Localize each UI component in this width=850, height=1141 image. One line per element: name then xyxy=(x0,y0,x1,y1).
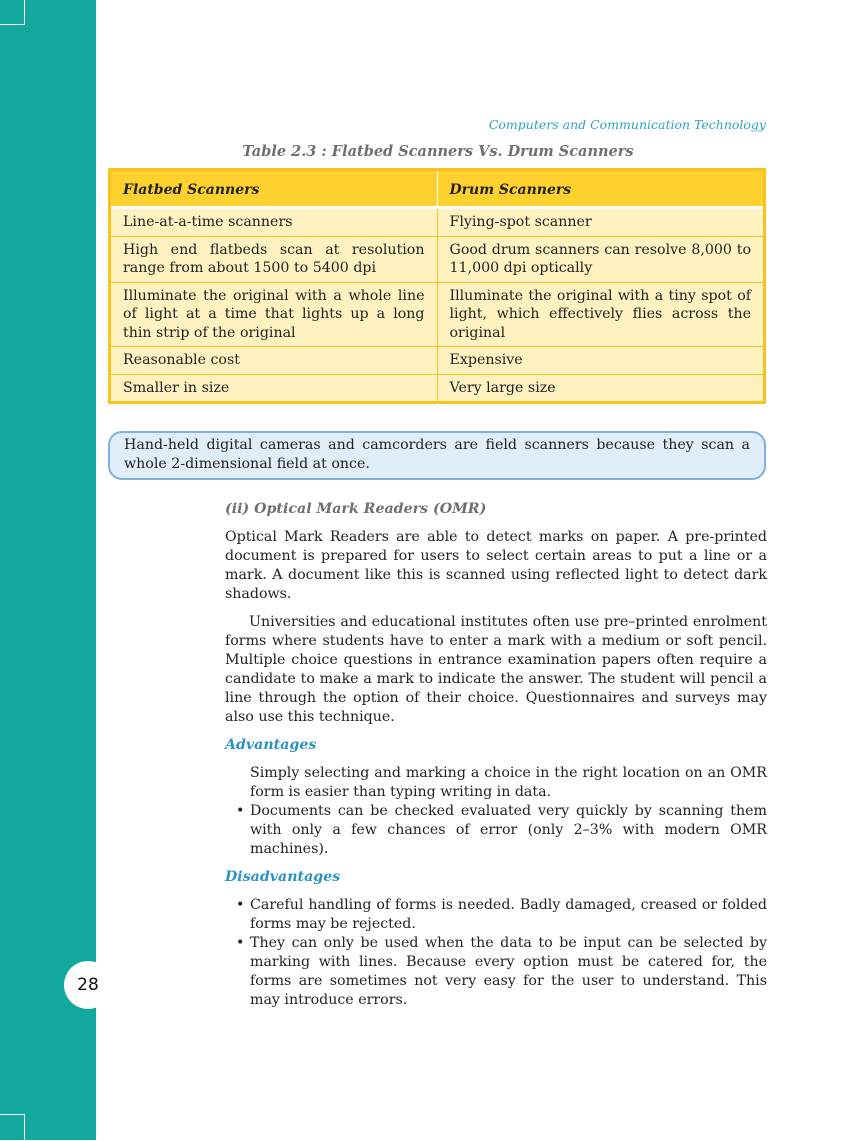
table-cell: Line-at-a-time scanners xyxy=(111,208,437,237)
section-heading: (ii) Optical Mark Readers (OMR) xyxy=(225,501,487,517)
list-item xyxy=(225,896,767,934)
table-cell: High end flatbeds scan at resolution range from about 1500 to 5400 dpi xyxy=(111,236,437,282)
list-item-text: Simply selecting and marking a choice in the right location on an OMR form is easier than typing writing in data. xyxy=(250,765,767,800)
comparison-table xyxy=(108,168,766,404)
table-row xyxy=(111,374,763,401)
bullet-icon: • xyxy=(236,897,245,913)
table-header-row xyxy=(111,171,763,208)
table-cell: Flying-spot scanner xyxy=(437,208,763,237)
table-cell: Reasonable cost xyxy=(111,347,437,375)
table-header-cell: Drum Scanners xyxy=(437,171,763,208)
list-item xyxy=(225,802,767,859)
table-caption: Table 2.3 : Flatbed Scanners Vs. Drum Scanners xyxy=(242,143,634,160)
disadvantages-list xyxy=(225,896,767,1010)
table-cell: Expensive xyxy=(437,347,763,375)
paragraph: Universities and educational institutes often use pre–printed enrolment forms where students have to enter a mark with a medium or soft pencil. Multiple choice questions in entrance examination papers often require a candidate to make a mark to indicate the answer. The student will pencil a line through the option of their choice. Questionnaires and surveys may also use this technique. xyxy=(225,614,767,725)
bullet-icon: • xyxy=(236,803,245,819)
crop-mark-top xyxy=(0,0,25,25)
table-header-cell: Flatbed Scanners xyxy=(111,171,437,208)
omr-section xyxy=(225,500,767,1019)
table-row xyxy=(111,208,763,237)
table-row xyxy=(111,282,763,347)
table-cell: Smaller in size xyxy=(111,374,437,401)
list-item xyxy=(225,934,767,1010)
table-row xyxy=(111,347,763,375)
bullet-icon: • xyxy=(236,935,245,951)
list-item-text: Careful handling of forms is needed. Badly damaged, creased or folded forms may be rejected. xyxy=(250,897,767,932)
page-number: 28 xyxy=(64,961,112,1009)
running-header: Computers and Communication Technology xyxy=(488,117,766,132)
table-row xyxy=(111,236,763,282)
table-cell: Good drum scanners can resolve 8,000 to 11,000 dpi optically xyxy=(437,236,763,282)
table-cell: Illuminate the original with a tiny spot of light, which effectively flies across the original xyxy=(437,282,763,347)
disadvantages-heading: Disadvantages xyxy=(225,869,341,885)
crop-mark-bottom xyxy=(0,1114,25,1141)
note-box: Hand-held digital cameras and camcorders are field scanners because they scan a whole 2-dimensional field at once. xyxy=(108,431,766,480)
list-item xyxy=(225,764,767,802)
list-item-text: Documents can be checked evaluated very quickly by scanning them with only a few chances of error (only 2–3% with modern OMR machines). xyxy=(250,803,767,857)
paragraph: Optical Mark Readers are able to detect marks on paper. A pre-printed document is prepared for users to select certain areas to put a line or a mark. A document like this is scanned using reflected light to detect dark shadows. xyxy=(225,529,767,602)
table-cell: Illuminate the original with a whole line of light at a time that lights up a long thin strip of the original xyxy=(111,282,437,347)
table-cell: Very large size xyxy=(437,374,763,401)
advantages-heading: Advantages xyxy=(225,737,317,753)
list-item-text: They can only be used when the data to be input can be selected by marking with lines. Because every option must be catered for, the forms are sometimes not very easy for the user to understand. This may introduce errors. xyxy=(250,935,767,1008)
advantages-list xyxy=(225,764,767,859)
